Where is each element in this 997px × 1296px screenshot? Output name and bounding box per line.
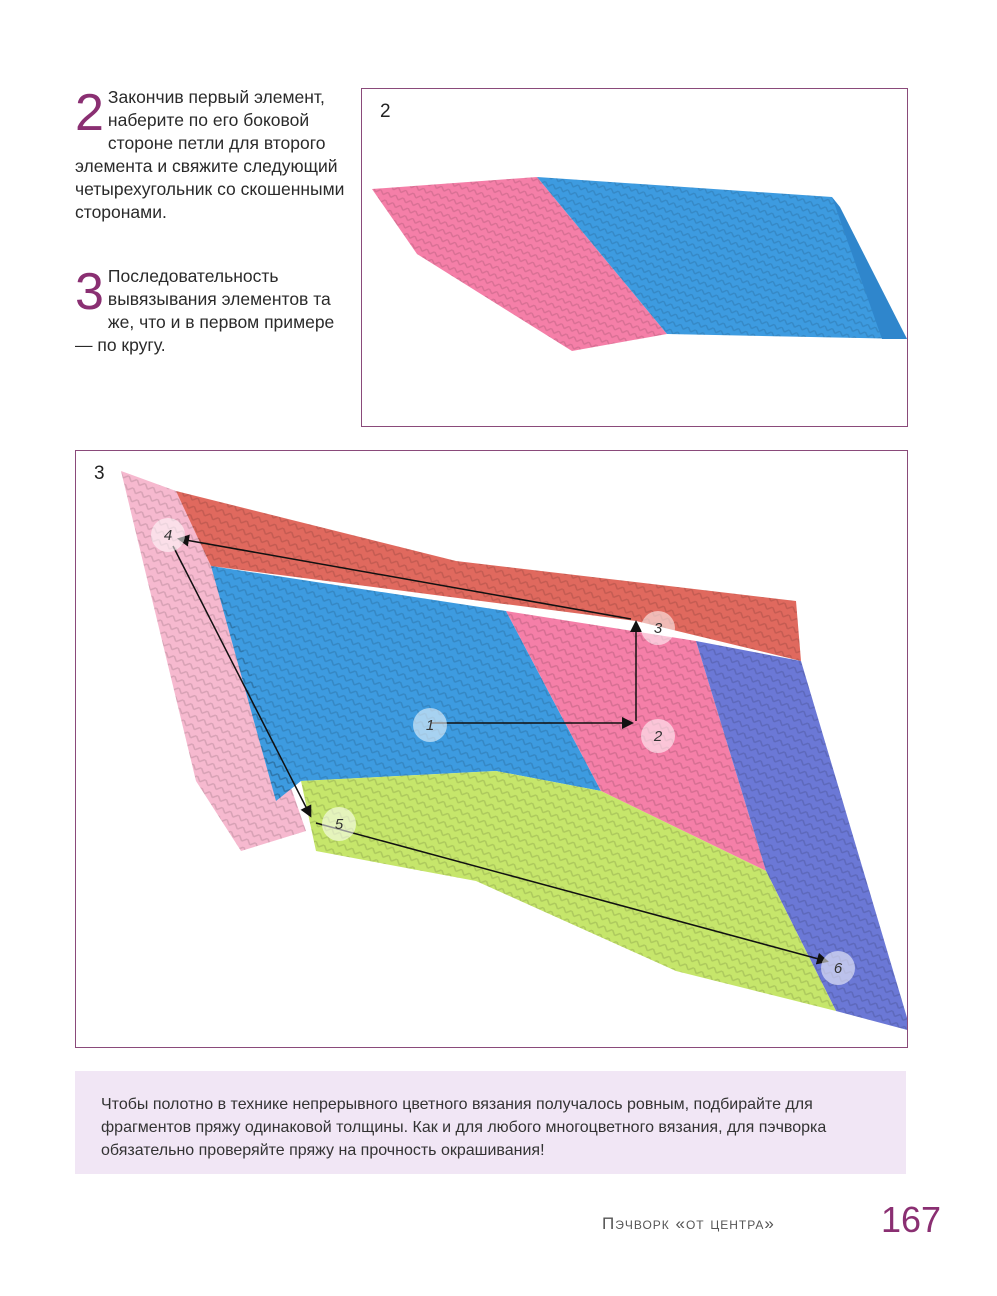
marker-6: 6 [833,960,843,977]
knitted-two-element-illustration [362,89,907,426]
photo-label: 2 [380,101,391,122]
marker-3: 3 [653,620,663,637]
photo-label: 3 [94,463,105,484]
step-2-text [75,86,345,224]
marker-4: 4 [163,527,173,544]
page-number: 167 [881,1199,942,1240]
photo-step-3 [75,450,908,1048]
step-3-text [75,265,345,357]
marker-5: 5 [334,816,344,833]
knitted-patchwork-illustration [76,451,907,1047]
marker-2: 2 [653,728,663,745]
step-number: 2 [75,84,104,142]
step-description: Последовательность вывязывания элементов та же, что и в первом примере — по кругу. [75,266,335,355]
photo-step-2 [361,88,908,427]
marker-1: 1 [425,717,435,734]
footer-section-title: Пэчворк «от центра» [602,1214,775,1233]
tip-box [75,1071,906,1174]
tip-text: Чтобы полотно в технике непрерывного цветного вязания получалось ровным, подбирайте для фрагментов пряжу одинаковой толщины. Как и для любого многоцветного вязания, для пэчворка обязательно проверяйте пряжу на прочность окрашивания! [101,1096,827,1159]
step-number: 3 [75,263,104,321]
step-description: Закончив первый элемент, наберите по его боковой стороне петли для второго элемента и свяжите следующий четырехугольник со скошенными сторонами. [75,87,345,222]
